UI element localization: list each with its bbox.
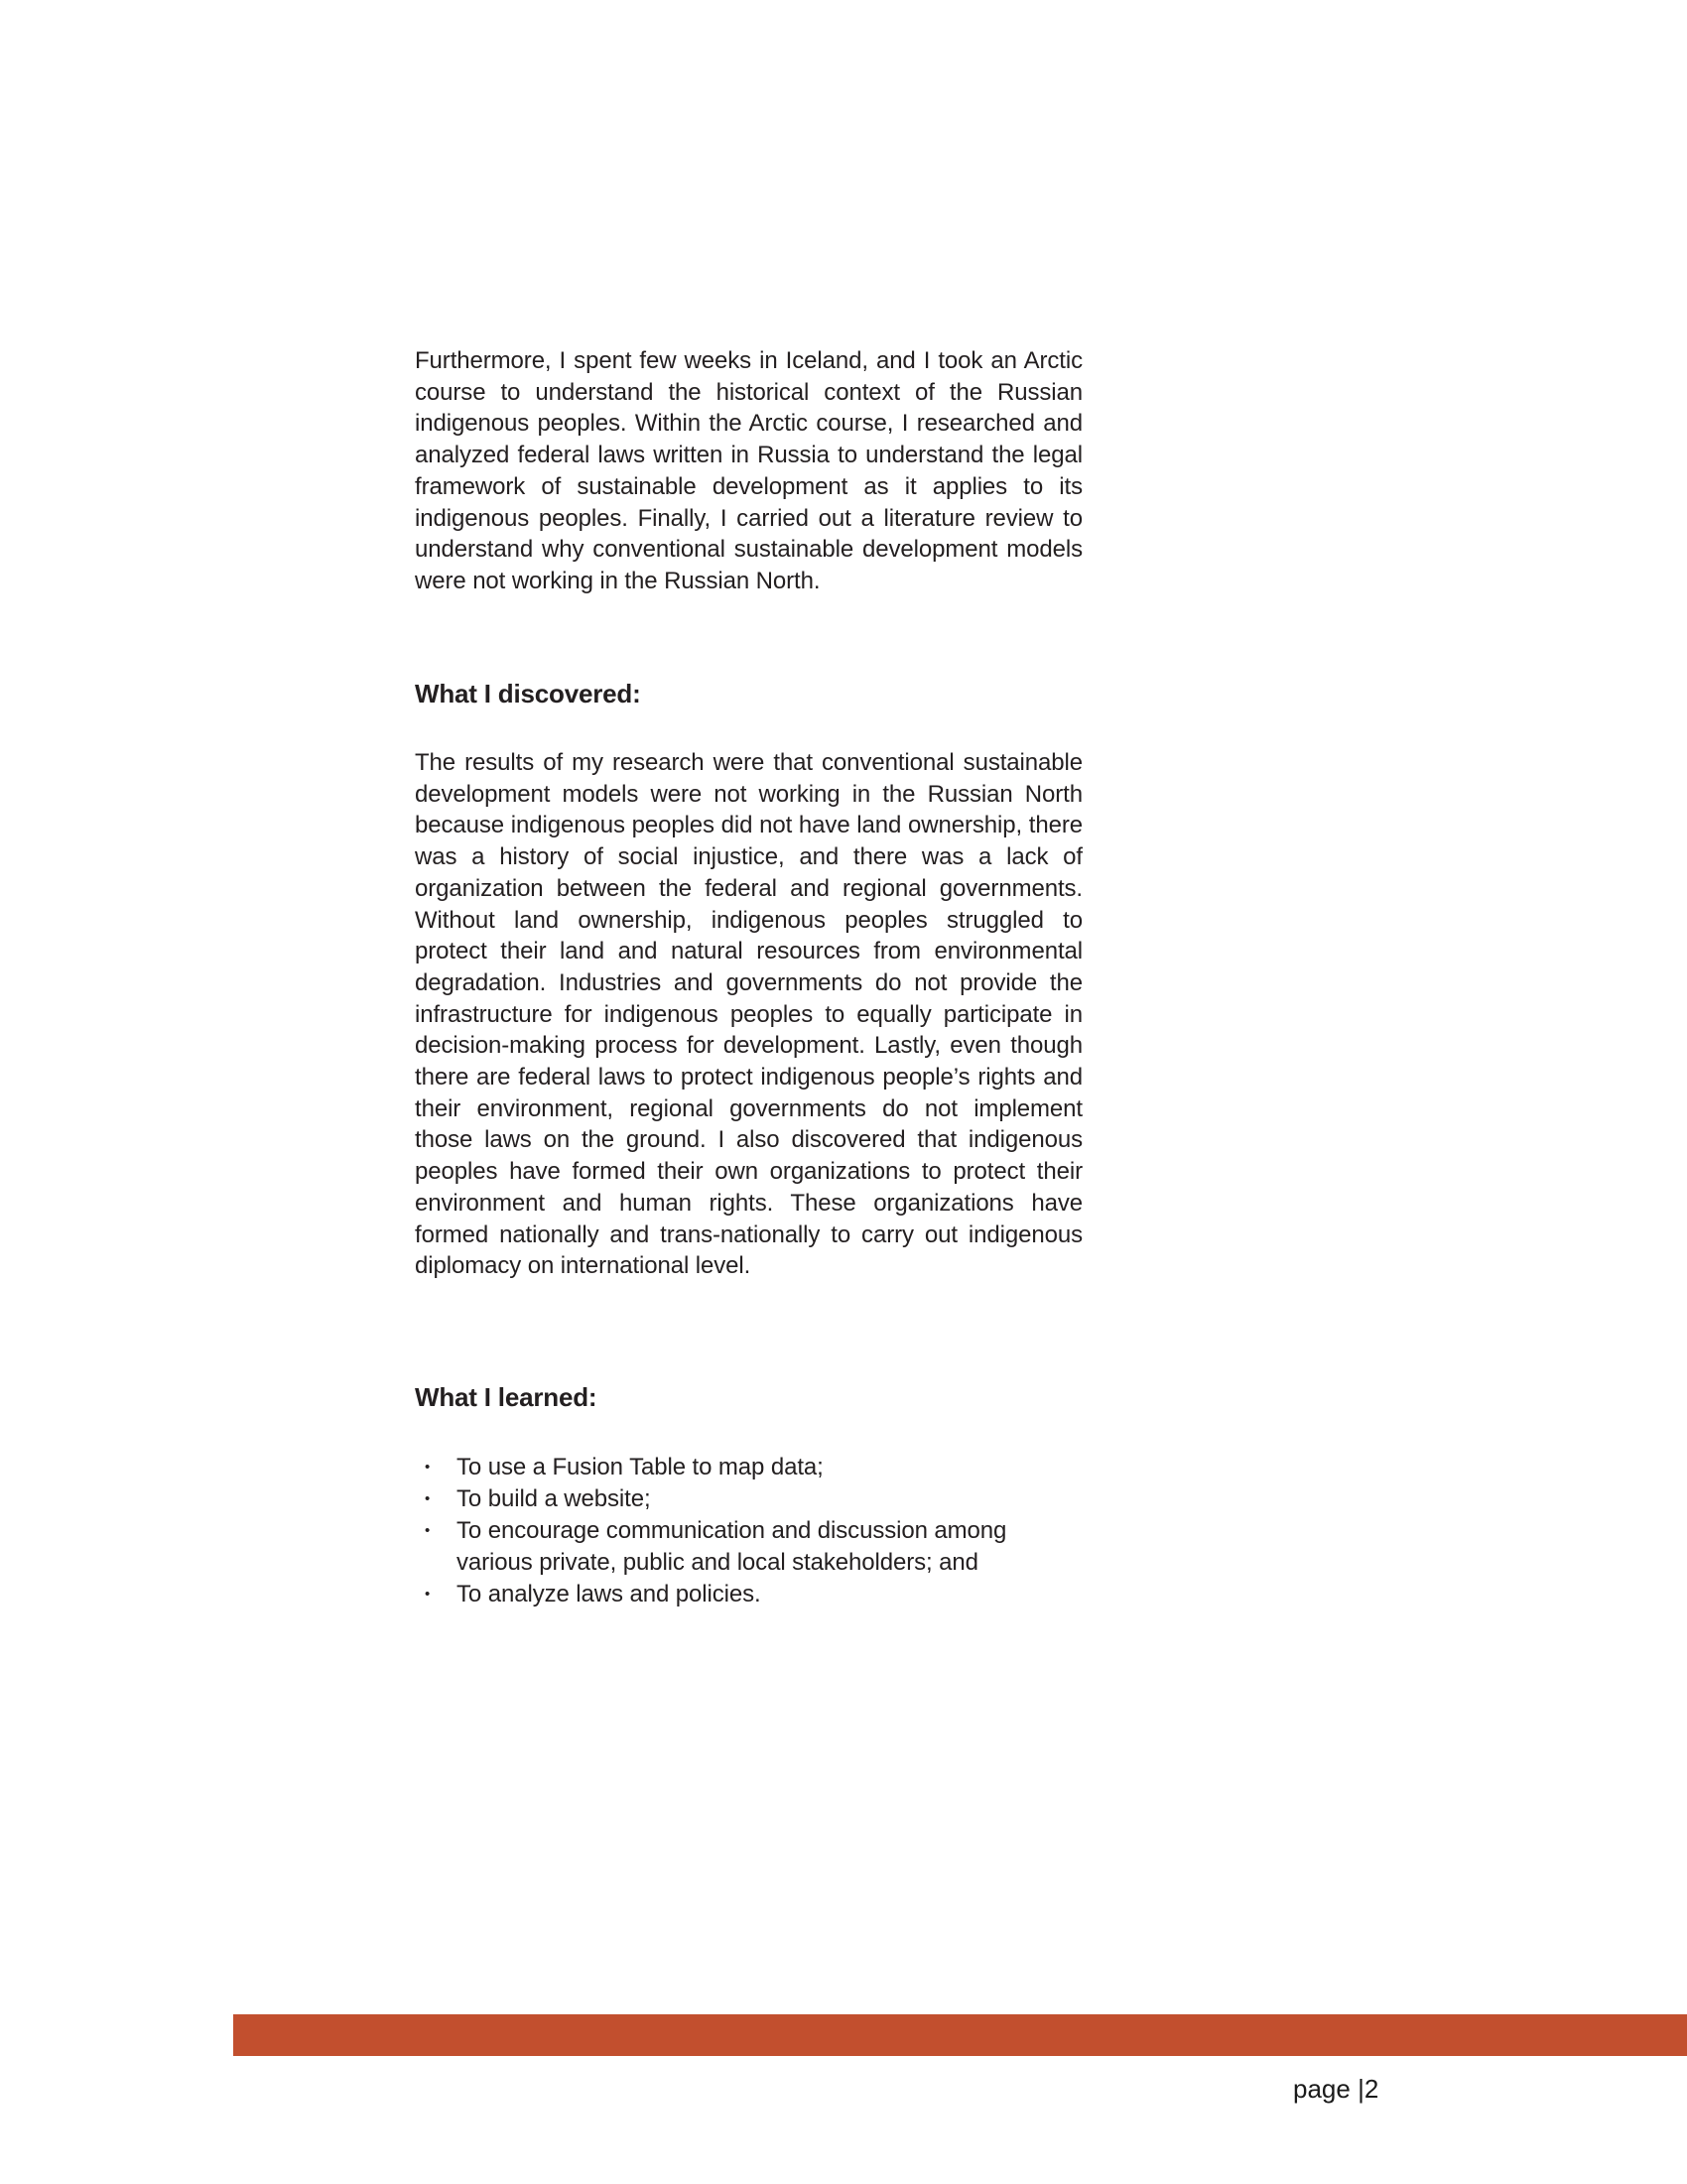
page-number: page |2: [1293, 2074, 1379, 2104]
bullet-icon: •: [425, 1490, 431, 1507]
learned-list-container: [415, 1452, 1083, 1610]
list-item-text: To build a website;: [456, 1485, 651, 1512]
list-item-text: To use a Fusion Table to map data;: [456, 1454, 824, 1480]
list-item: [415, 1483, 1083, 1515]
bullet-icon: •: [425, 1522, 431, 1539]
discovered-paragraph: The results of my research were that conventional sustainable development models were not working in the Russian North because indigenous peoples did not have land ownership, there was a history of social injustice, and there was a lack of organization between the federal and regional governments. Without land ownership, indigenous peoples struggled to protect their land and natural resources from environmental degradation. Industries and governments do not provide the infrastructure for indigenous peoples to equally participate in decision-making process for development. Lastly, even though there are federal laws to protect indigenous people’s rights and their environment, regional governments do not implement those laws on the ground. I also discovered that indigenous peoples have formed their own organizations to protect their environment and human rights. These organizations have formed nationally and trans-nationally to carry out indigenous diplomacy on international level.: [415, 749, 1083, 1280]
bullet-icon: •: [425, 1586, 431, 1603]
bullet-icon: •: [425, 1459, 431, 1476]
footer-accent-bar: [233, 2014, 1687, 2056]
learned-heading: What I learned:: [415, 1382, 597, 1412]
list-item: [415, 1452, 1083, 1483]
intro-paragraph: Furthermore, I spent few weeks in Iceland, and I took an Arctic course to understand the historical context of the Russian indigenous peoples. Within the Arctic course, I researched and analyzed federal laws written in Russia to understand the legal framework of sustainable development as it applies to its indigenous peoples. Finally, I carried out a literature review to understand why conventional sustainable development models were not working in the Russian North.: [415, 347, 1083, 594]
list-item: [415, 1579, 1083, 1610]
list-item-text: To encourage communication and discussion among various private, public and local stakeholders; and: [456, 1517, 1007, 1576]
learned-list: [415, 1452, 1083, 1610]
list-item: [415, 1515, 1083, 1579]
list-item-text: To analyze laws and policies.: [456, 1581, 761, 1607]
discovered-heading: What I discovered:: [415, 679, 641, 708]
